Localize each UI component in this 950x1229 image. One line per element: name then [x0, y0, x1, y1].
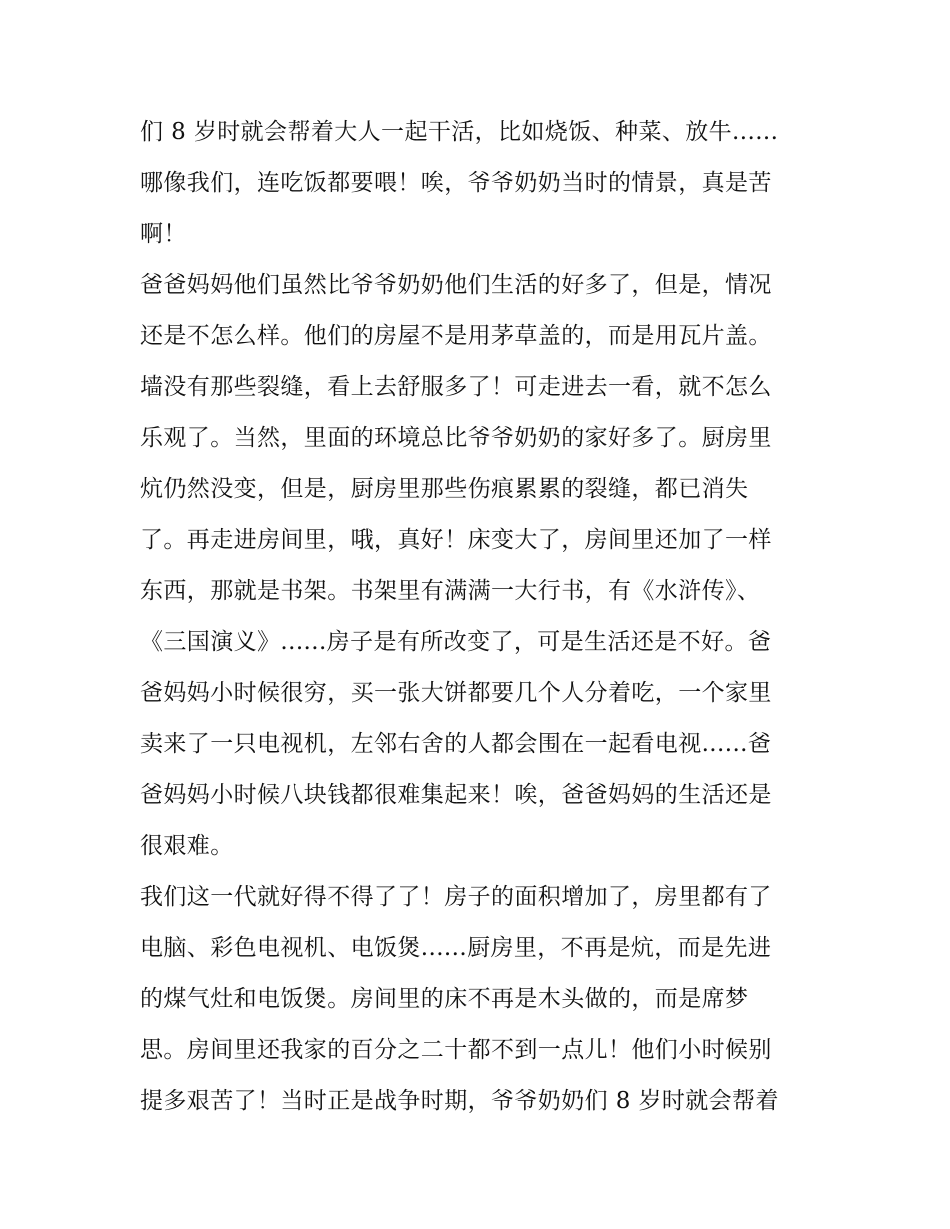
text-line-18: 的煤气灶和电饭煲。房间里的床不再是木头做的，而是席梦: [140, 986, 749, 1012]
text-line-9: 了。再走进房间里，哦，真好！床变大了，房间里还加了一样: [140, 527, 772, 553]
text-line-11: 《三国演义》......房子是有所改变了，可是生活还是不好。爸: [140, 629, 772, 655]
document-body: [140, 107, 820, 1127]
text-line-14: 爸妈妈小时候八块钱都很难集起来！唉，爸爸妈妈的生活还是: [140, 782, 772, 808]
text-line-12: 爸妈妈小时候很穷，买一张大饼都要几个人分着吃，一个家里: [140, 680, 772, 706]
text-line-17: 电脑、彩色电视机、电饭煲......厨房里，不再是炕，而是先进: [140, 935, 772, 961]
text-line-15: 很艰难。: [140, 833, 234, 859]
text-line-16: 我们这一代就好得不得了了！房子的面积增加了，房里都有了: [140, 884, 772, 910]
text-line-13: 卖来了一只电视机，左邻右舍的人都会围在一起看电视......爸: [140, 731, 772, 757]
text-line-6: 墙没有那些裂缝，看上去舒服多了！可走进去一看，就不怎么: [140, 374, 772, 400]
text-line-19: 思。房间里还我家的百分之二十都不到一点儿！他们小时候别: [140, 1037, 772, 1063]
text-line-3: 啊！: [140, 221, 187, 247]
text-line-8: 炕仍然没变，但是，厨房里那些伤痕累累的裂缝，都已消失: [140, 476, 749, 502]
text-line-10: 东西，那就是书架。书架里有满满一大行书，有《水浒传》、: [140, 578, 761, 604]
text-line-20: 提多艰苦了！当时正是战争时期，爷爷奶奶们 8 岁时就会帮着: [140, 1088, 779, 1114]
text-line-2: 哪像我们，连吃饭都要喂！唉，爷爷奶奶当时的情景，真是苦: [140, 170, 772, 196]
text-line-1: 们 8 岁时就会帮着大人一起干活，比如烧饭、种菜、放牛......: [140, 119, 779, 145]
text-line-4: 爸爸妈妈他们虽然比爷爷奶奶他们生活的好多了，但是，情况: [140, 272, 772, 298]
text-line-5: 还是不怎么样。他们的房屋不是用茅草盖的，而是用瓦片盖。: [140, 323, 772, 349]
text-line-7: 乐观了。当然，里面的环境总比爷爷奶奶的家好多了。厨房里: [140, 425, 772, 451]
